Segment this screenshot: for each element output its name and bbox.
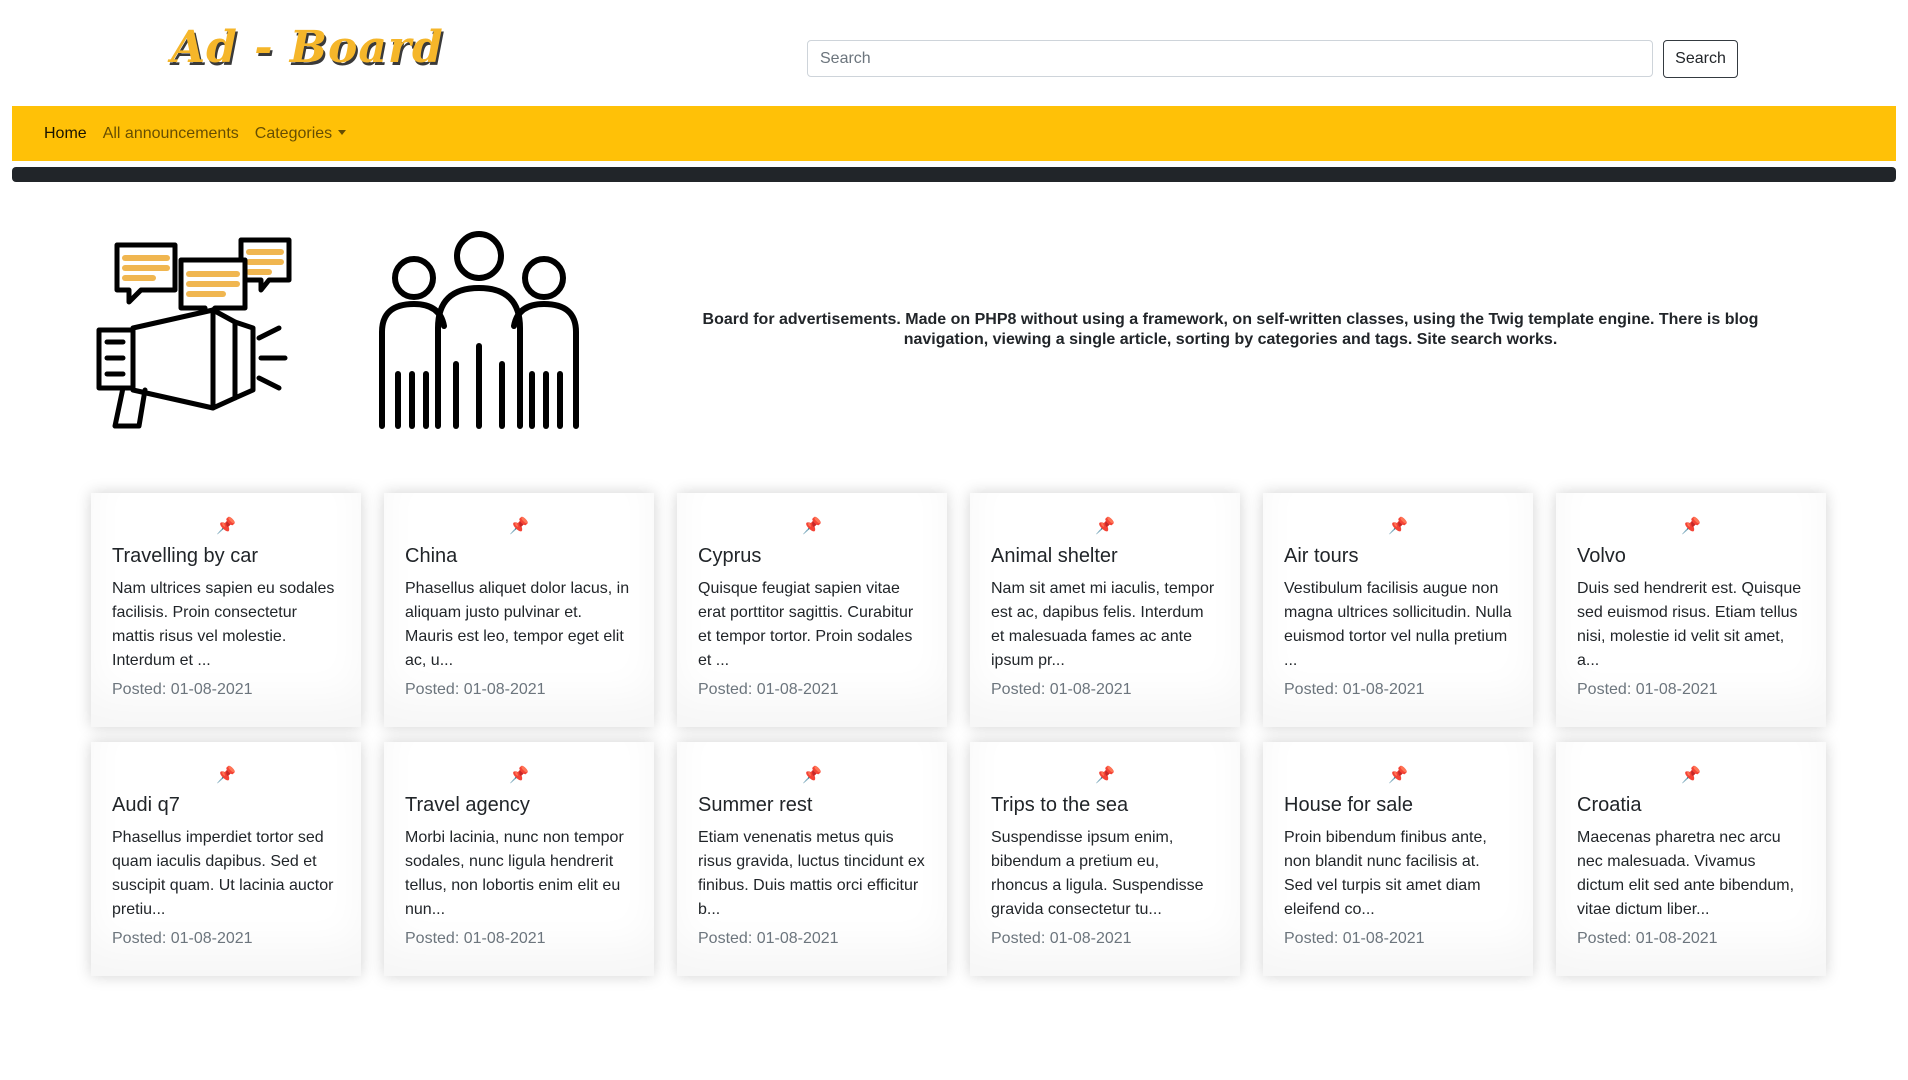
card-posted-date: Posted: 01-08-2021 [112,681,253,698]
card-title[interactable]: Audi q7 [112,794,180,816]
card-posted-date: Posted: 01-08-2021 [1284,681,1425,698]
card-title[interactable]: Travelling by car [112,545,258,567]
card-title[interactable]: Summer rest [698,794,813,816]
pushpin-icon: 📌 [216,767,236,784]
card-posted-date: Posted: 01-08-2021 [698,681,839,698]
site-description: Board for advertisements. Made on PHP8 without using a framework, on self-written classes, using the Twig template engine. There is blog navigation, viewing a single article, sorting by categories and tags. Site search works. [702,311,1759,348]
pushpin-icon: 📌 [802,767,822,784]
card-excerpt: Suspendisse ipsum enim, bibendum a pretium eu, rhoncus a ligula. Suspendisse gravida consectetur tu... [991,829,1204,918]
card-excerpt: Quisque feugiat sapien vitae erat porttitor sagittis. Curabitur et tempor tortor. Proin sodales et ... [698,580,914,669]
announcement-card[interactable] [91,493,361,727]
card-posted-date: Posted: 01-08-2021 [405,930,546,947]
nav-categories-label: Categories [254,124,333,142]
card-excerpt: Proin bibendum finibus ante, non blandit nunc facilisis at. Sed vel turpis sit amet diam eleifend co... [1284,829,1487,918]
card-posted-date: Posted: 01-08-2021 [405,681,546,698]
card-title[interactable]: Animal shelter [991,545,1118,567]
people-group-icon [378,226,582,430]
card-title[interactable]: Air tours [1284,545,1359,567]
announcement-card[interactable] [970,493,1240,727]
search-button[interactable]: Search [1663,40,1738,78]
main-navbar [12,106,1896,161]
announcement-card[interactable] [91,742,361,976]
pushpin-icon: 📌 [1388,518,1408,535]
search-input[interactable] [807,40,1653,77]
announcement-card[interactable] [1263,742,1533,976]
card-title[interactable]: House for sale [1284,794,1413,816]
card-posted-date: Posted: 01-08-2021 [112,930,253,947]
pushpin-icon: 📌 [1681,518,1701,535]
site-logo[interactable]: Ad - Board [171,22,444,73]
card-excerpt: Vestibulum facilisis augue non magna ultrices sollicitudin. Nulla euismod tortor vel nulla pretium ... [1284,580,1512,669]
announcement-card[interactable] [384,742,654,976]
card-title[interactable]: China [405,545,458,567]
announcement-card[interactable] [384,493,654,727]
megaphone-icon [93,230,293,430]
pushpin-icon: 📌 [1095,767,1115,784]
announcement-card[interactable] [677,493,947,727]
announcement-card[interactable] [677,742,947,976]
announcement-card[interactable] [1556,493,1826,727]
card-excerpt: Phasellus imperdiet tortor sed quam iaculis dapibus. Sed et suscipit quam. Ut lacinia auctor pretiu... [112,829,334,918]
card-excerpt: Phasellus aliquet dolor lacus, in aliquam justo pulvinar et. Mauris est leo, tempor eget elit ac, u... [405,580,630,669]
announcement-card[interactable] [1263,493,1533,727]
card-excerpt: Nam ultrices sapien eu sodales facilisis. Proin consectetur mattis risus vel molestie. Interdum et ... [112,580,335,669]
card-excerpt: Morbi lacinia, nunc non tempor sodales, nunc ligula hendrerit tellus, non lobortis enim elit eu nun... [405,829,624,918]
divider-bar [12,167,1896,182]
card-excerpt: Etiam venenatis metus quis risus gravida, luctus tincidunt ex finibus. Duis mattis orci efficitur b... [698,829,925,918]
pushpin-icon: 📌 [1095,518,1115,535]
card-posted-date: Posted: 01-08-2021 [1577,681,1718,698]
nav-categories-dropdown[interactable] [255,125,346,143]
card-posted-date: Posted: 01-08-2021 [1577,930,1718,947]
pushpin-icon: 📌 [509,767,529,784]
card-posted-date: Posted: 01-08-2021 [698,930,839,947]
pushpin-icon: 📌 [1388,767,1408,784]
card-posted-date: Posted: 01-08-2021 [991,930,1132,947]
card-excerpt: Nam sit amet mi iaculis, tempor est ac, dapibus felis. Interdum et malesuada fames ac ante ipsum pr... [991,580,1215,669]
card-title[interactable]: Volvo [1577,545,1626,567]
card-excerpt: Maecenas pharetra nec arcu nec malesuada. Vivamus dictum elit sed ante bibendum, vitae dictum liber... [1577,829,1795,918]
card-posted-date: Posted: 01-08-2021 [1284,930,1425,947]
nav-announcements-link[interactable]: All announcements [102,124,239,142]
card-title[interactable]: Cyprus [698,545,762,567]
card-posted-date: Posted: 01-08-2021 [991,681,1132,698]
chevron-down-icon [338,130,346,135]
announcement-card[interactable] [970,742,1240,976]
nav-home-link[interactable]: Home [44,124,87,142]
card-excerpt: Duis sed hendrerit est. Quisque sed euismod risus. Etiam tellus nisi, molestie id velit sit amet, a... [1577,580,1802,669]
pushpin-icon: 📌 [802,518,822,535]
card-title[interactable]: Travel agency [405,794,530,816]
pushpin-icon: 📌 [1681,767,1701,784]
site-header [0,0,1908,106]
card-title[interactable]: Croatia [1577,794,1642,816]
pushpin-icon: 📌 [509,518,529,535]
pushpin-icon: 📌 [216,518,236,535]
card-title[interactable]: Trips to the sea [991,794,1129,816]
announcement-card[interactable] [1556,742,1826,976]
